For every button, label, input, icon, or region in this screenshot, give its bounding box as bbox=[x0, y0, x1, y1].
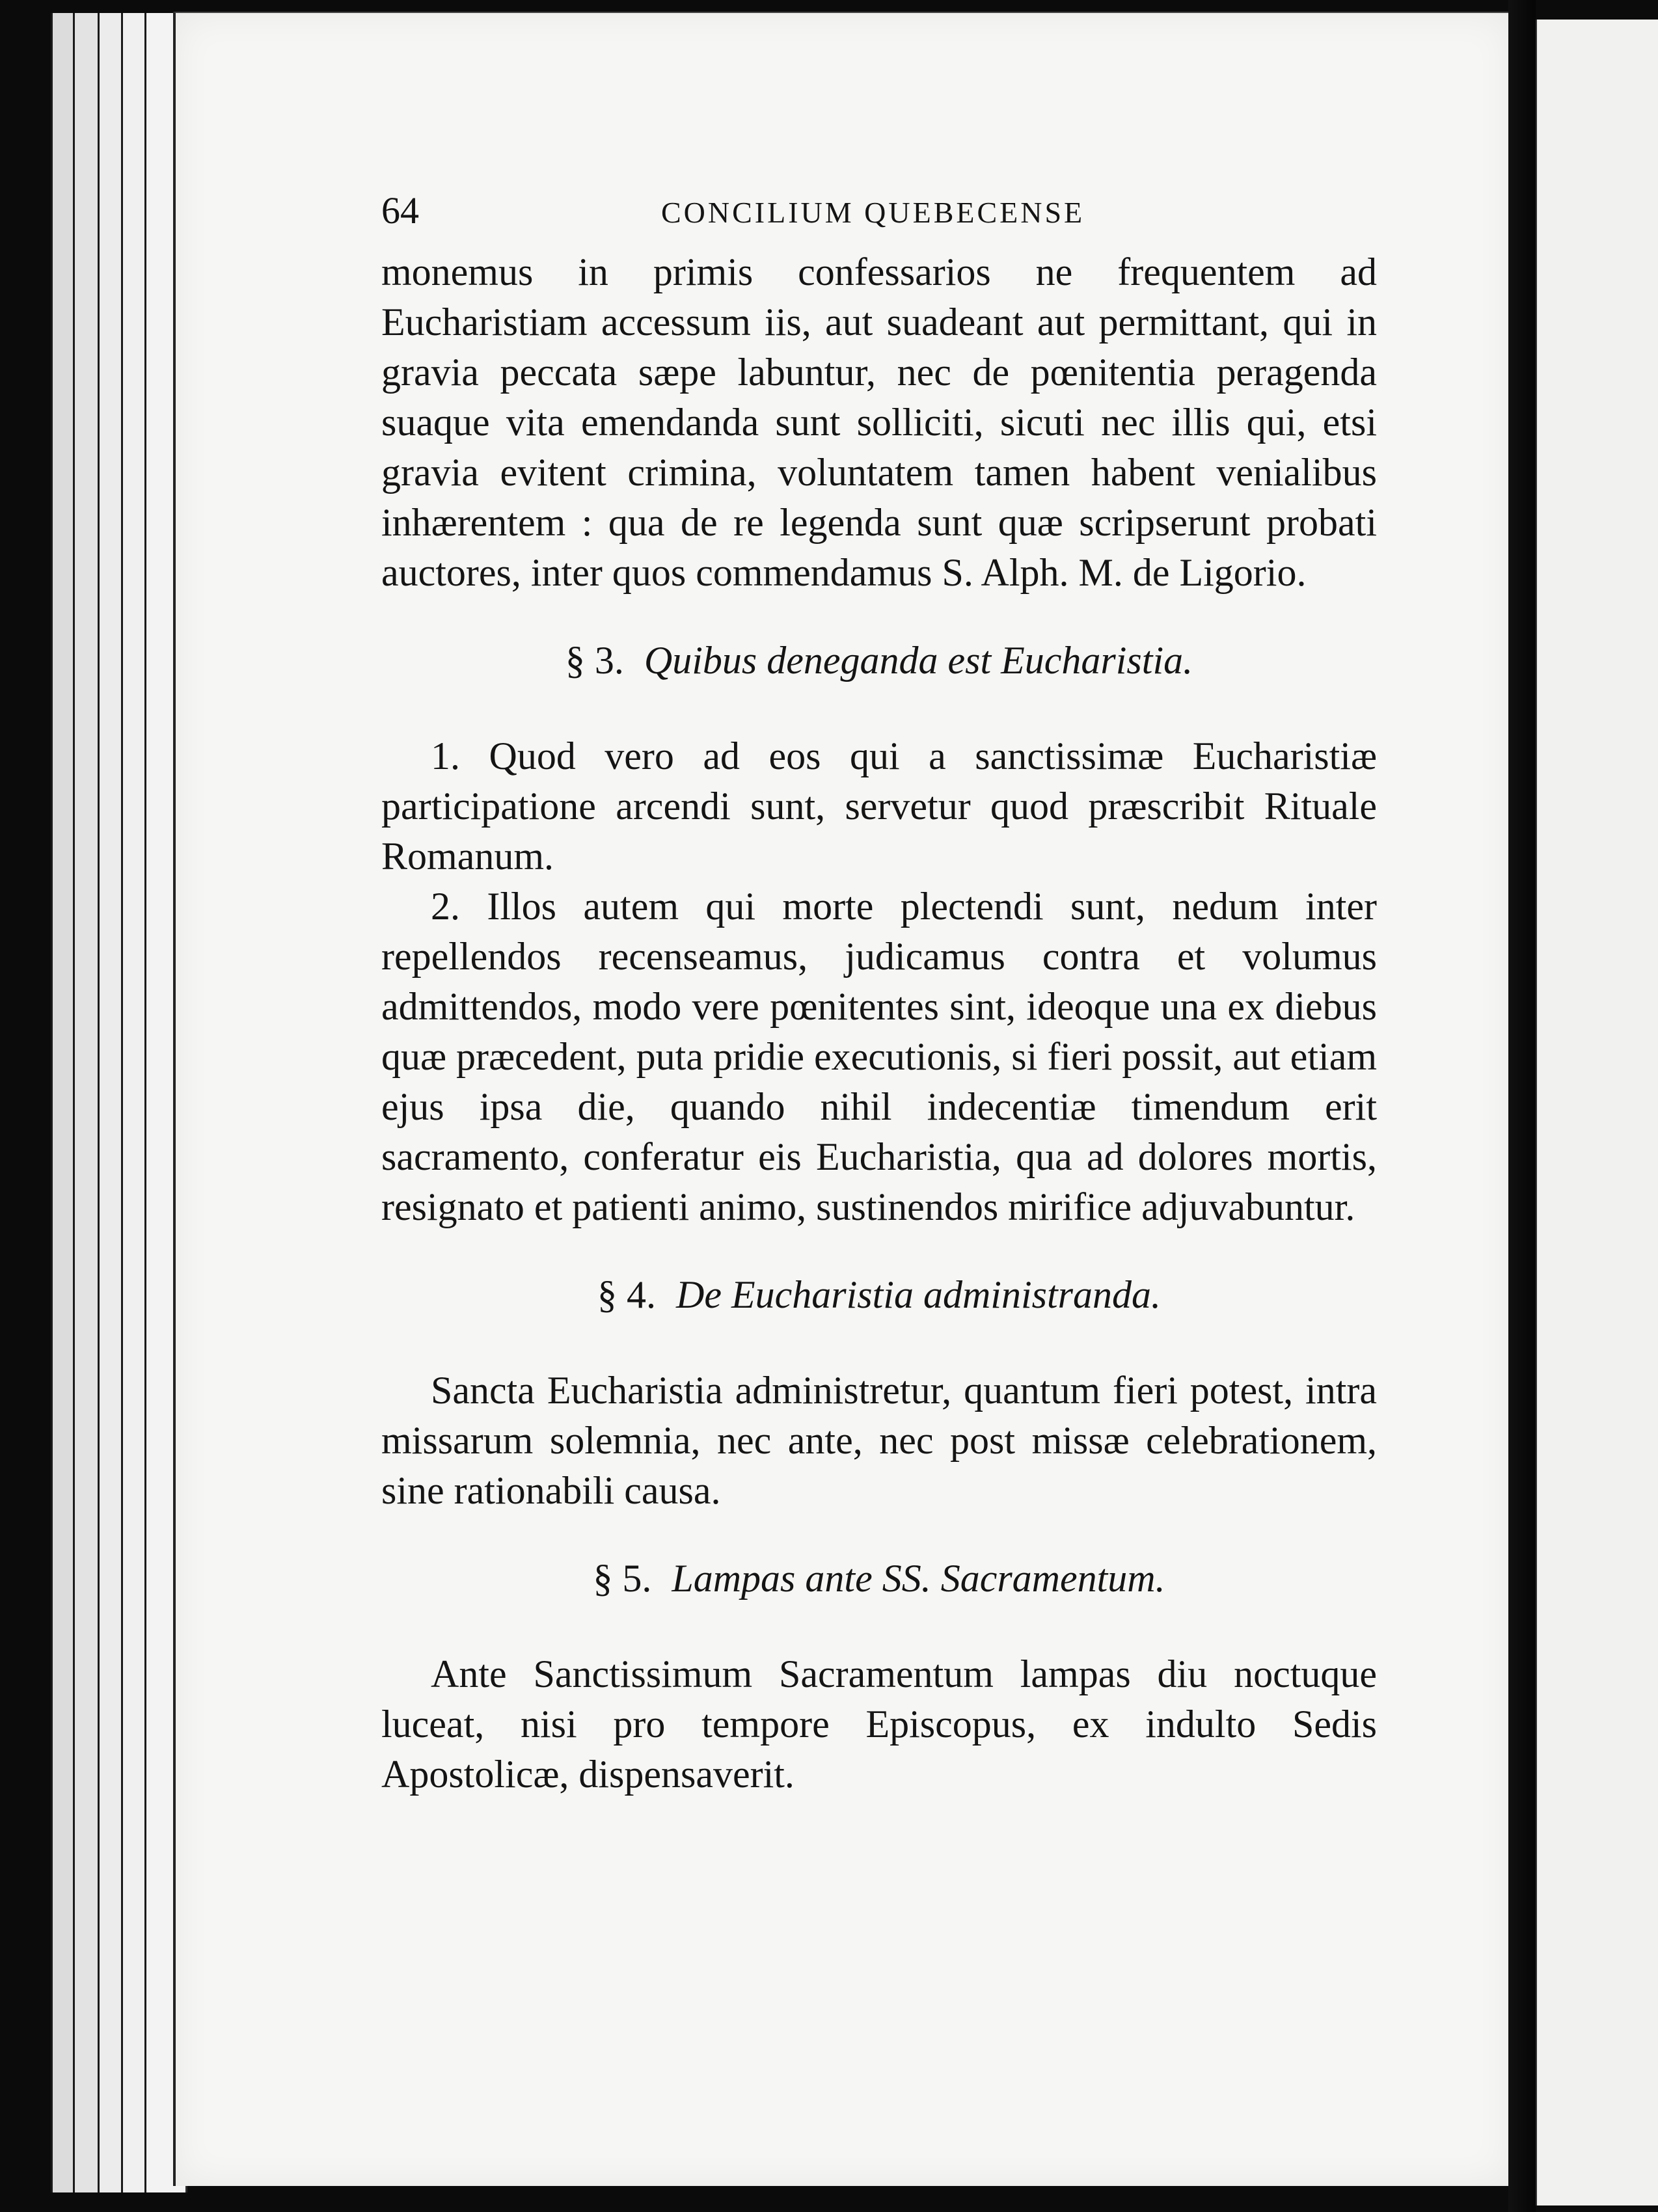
running-title: CONCILIUM QUEBECENSE bbox=[661, 196, 1085, 229]
section-number: § 5. bbox=[593, 1557, 652, 1600]
page-number: 64 bbox=[381, 189, 419, 232]
section-heading-4 bbox=[381, 1270, 1377, 1320]
paragraph-lamp: Ante Sanctissimum Sacramentum lampas diu noctuque luceat, nisi pro tempore Episcopus, ex indulto Sedis Apostolicæ, dispensaverit. bbox=[381, 1652, 1377, 1796]
paragraph-continuation: monemus in primis confessarios ne frequentem ad Eucharistiam accessum iis, aut suadeant aut permittant, qui in gravia peccata sæpe labuntur, nec de pœnitentia peragenda suaque vita emendanda sunt solliciti, sicuti nec illis qui, etsi gravia evitent crimina, voluntatem tamen habent venialibus inhærentem : qua de re legenda sunt quæ scripserunt probati auctores, inter quos commendamus S. Alph. M. de Ligorio. bbox=[381, 250, 1377, 594]
book-gutter bbox=[1508, 0, 1536, 2212]
section-number: § 4. bbox=[597, 1273, 656, 1316]
section-number: § 3. bbox=[565, 639, 624, 682]
section-title: Lampas ante SS. Sacramentum. bbox=[672, 1557, 1165, 1600]
page-text bbox=[381, 176, 1377, 1800]
section-heading-3 bbox=[381, 636, 1377, 686]
paragraph-item-1: 1. Quod vero ad eos qui a sanctissimæ Eucharistiæ participatione arcendi sunt, servetur quod præscribit Rituale Romanum. bbox=[381, 735, 1377, 878]
section-heading-5 bbox=[381, 1554, 1377, 1604]
section-title: De Eucharistia administranda. bbox=[676, 1273, 1161, 1316]
paragraph-item-2: 2. Illos autem qui morte plectendi sunt, nedum inter repellendos recenseamus, judicamus contra et volumus admittendos, modo vere pœnitentes sint, ideoque una ex diebus quæ præcedent, puta pridie executionis, si fieri possit, aut etiam ejus ipsa die, quando nihil indecentiæ timendum erit sacramento, conferatur eis Eucharistia, qua ad dolores mortis, resignato et patienti animo, sustinendos mirifice adjuvabuntur. bbox=[381, 885, 1377, 1228]
running-head bbox=[381, 176, 1377, 247]
section-title: Quibus deneganda est Eucharistia. bbox=[644, 639, 1193, 682]
facing-page-edge bbox=[1536, 20, 1658, 2205]
paragraph-administration: Sancta Eucharistia administretur, quantum fieri potest, intra missarum solemnia, nec ante, nec post missæ celebrationem, sine rationabili causa. bbox=[381, 1369, 1377, 1512]
